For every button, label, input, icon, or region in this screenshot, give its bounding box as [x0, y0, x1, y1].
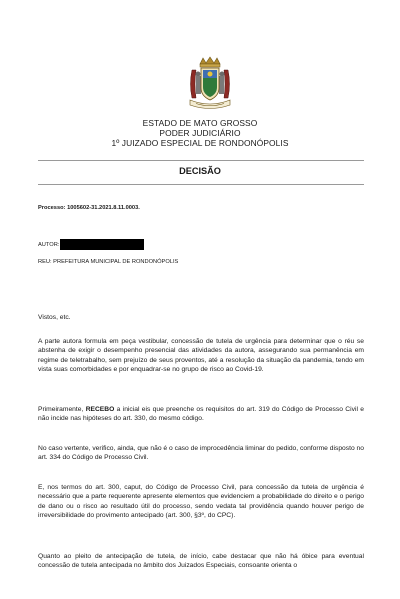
- party-reu: [38, 259, 178, 266]
- redacted-block: [60, 239, 144, 250]
- document-title: DECISÃO: [179, 166, 221, 176]
- paragraph-5: Quanto ao pleito de antecipação de tutela, de início, cabe destacar que não há óbice para eventual concessão de tutela antecipada no âmbito dos Juizados Especiais, consoante orienta o: [38, 553, 364, 570]
- paragraph-1: A parte autora formula em peça vestibular, concessão de tutela de urgência para determinar que o réu se abstenha de exigir o desempenho presencial das atividades da autora, assegurando sua permanência em regime de teletrabalho, sem prejuízo de seus proventos, até a resolução da situação da pandemia, tendo em vista suas comorbidades e por enquadrar-se no grupo de risco ao Covid-19.: [38, 338, 364, 374]
- divider-bottom: [38, 184, 364, 185]
- greeting: Vistos, etc.: [38, 314, 71, 321]
- process-value: 1005602-31.2021.8.11.0003.: [67, 205, 140, 211]
- coat-of-arms-icon: [186, 56, 234, 110]
- reu-name: PREFEITURA MUNICIPAL DE RONDONÓPOLIS: [53, 259, 179, 265]
- power-name: PODER JUDICIÁRIO: [159, 128, 241, 138]
- paragraph-2: [38, 405, 364, 424]
- court-header: [0, 118, 400, 148]
- party-autor: [38, 239, 144, 250]
- paragraph-2-bold: RECEBO: [85, 406, 115, 413]
- process-label: Processo:: [38, 205, 68, 211]
- paragraph-2-lead: Primeiramente,: [38, 406, 86, 413]
- divider-top: [38, 160, 364, 161]
- paragraph-3: No caso vertente, verifico, ainda, que não é o caso de improcedência liminar do pedido, conforme disposto no art. 334 do Código de Processo Civil.: [38, 445, 364, 462]
- paragraph-2-rest: a inicial eis que preenche os requisitos do art. 319 do Código de Processo Civil e não incide nas hipóteses do art. 330, do mesmo código.: [38, 406, 364, 423]
- autor-label: AUTOR:: [38, 241, 60, 248]
- paragraph-4: E, nos termos do art. 300, caput, do Código de Processo Civil, para concessão da tutela de urgência é necessário que a parte requerente apresente elementos que evidenciem a probabilidade do direito e o perigo de dano ou o risco ao resultado útil do processo, sendo vedata tal providência quando houver perigo de irreversibilidade do provimento antecipado (art. 300, §3º, do CPC).: [38, 484, 364, 520]
- reu-label: REU:: [38, 259, 54, 265]
- state-name: ESTADO DE MATO GROSSO: [142, 118, 258, 128]
- court-name: 1º JUIZADO ESPECIAL DE RONDONÓPOLIS: [111, 138, 289, 148]
- process-number: [38, 205, 140, 212]
